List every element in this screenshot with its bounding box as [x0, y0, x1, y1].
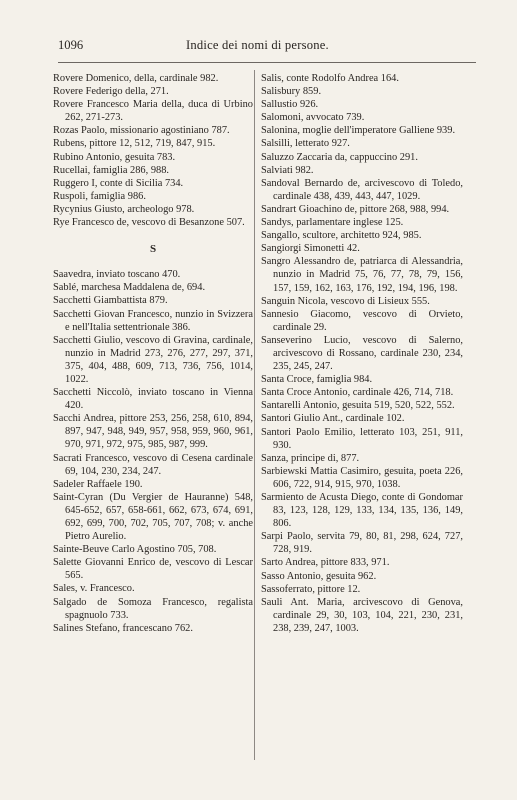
index-entry: Sadeler Raffaele 190. — [53, 478, 143, 490]
index-entry: Sanseverino Lucio, vescovo di Salerno, arcivescovo di Rossano, cardinale 230, 234, 235, 245, 247. — [261, 334, 463, 373]
index-entry: Rovere Domenico, della, cardinale 982. — [53, 73, 219, 84]
index-entry: Rozas Paolo, missionario agostiniano 787. — [53, 125, 230, 137]
index-entry: Saluzzo Zaccaria da, cappuccino 291. — [261, 151, 418, 163]
index-entry: Sauli Ant. Maria, arcivescovo di Genova, cardinale 29, 30, 103, 104, 221, 230, 231, 238, 239, 247, 1003. — [261, 596, 463, 634]
index-entry: Sallustio 926. — [261, 99, 319, 111]
index-entry: Rubino Antonio, gesuita 783. — [53, 151, 176, 163]
index-entry: Sainte-Beuve Carlo Agostino 705, 708. — [53, 544, 217, 556]
index-entry: Rucellai, famiglia 286, 988. — [53, 164, 170, 176]
index-entry: Salviati 982. — [261, 164, 314, 176]
page-header — [58, 38, 478, 54]
index-entry: Sablé, marchesa Maddalena de, 694. — [53, 282, 206, 294]
index-entry: Saint-Cyran (Du Vergier de Hauranne) 548, 645-652, 657, 658-661, 662, 673, 674, 691, 692, 699, 700, 702, 705, 707, 708; v. anche Pietro Aurelio. — [53, 491, 253, 543]
index-entry: Sandoval Bernardo de, arcivescovo di Toledo, cardinale 438, 439, 443, 447, 1029. — [261, 177, 463, 202]
index-entry: Santori Giulio Ant., cardinale 102. — [261, 413, 405, 425]
index-entry: Sangiorgi Simonetti 42. — [261, 243, 360, 255]
index-entry: Sassoferrato, pittore 12. — [261, 583, 361, 595]
right-column — [261, 72, 463, 635]
left-column — [53, 72, 253, 635]
index-entry: Santori Paolo Emilio, letterato 103, 251, 911, 930. — [261, 426, 463, 451]
index-entry: Sandys, parlamentare inglese 125. — [261, 217, 404, 229]
index-entry: Salomoni, avvocato 739. — [261, 112, 365, 124]
index-entry: Rye Francesco de, vescovo di Besanzone 507. — [53, 217, 245, 229]
index-entry: Sannesio Giacomo, vescovo di Orvieto, cardinale 29. — [261, 308, 463, 333]
column-divider — [254, 70, 255, 760]
section-letter: S — [149, 243, 157, 256]
index-entry: Sacchetti Giulio, vescovo di Gravina, cardinale, nunzio in Madrid 273, 276, 277, 297, 371, 375, 404, 488, 609, 713, 736, 756, 1014, 1022. — [53, 334, 253, 385]
left-entries-bottom — [53, 268, 253, 635]
index-entry: Rovere Federigo della, 271. — [53, 86, 169, 98]
index-entry: Salgado de Somoza Francesco, regalista spagnuolo 733. — [53, 596, 253, 621]
index-entry: Rubens, pittore 12, 512, 719, 847, 915. — [53, 138, 216, 150]
index-entry: Sacchetti Niccolò, inviato toscano in Vienna 420. — [53, 387, 253, 412]
index-entry: Sacchetti Giambattista 879. — [53, 295, 168, 307]
index-entry: Sarto Andrea, pittore 833, 971. — [261, 557, 390, 569]
index-entry: Sacrati Francesco, vescovo di Cesena cardinale 69, 104, 230, 234, 247. — [53, 452, 253, 477]
index-entry: Salette Giovanni Enrico de, vescovo di Lescar 565. — [53, 557, 253, 582]
index-entry: Santarelli Antonio, gesuita 519, 520, 522, 552. — [261, 400, 455, 412]
index-entry: Ruspoli, famiglia 986. — [53, 190, 146, 202]
index-entry: Salines Stefano, francescano 762. — [53, 622, 193, 634]
index-entry: Salsilli, letterato 927. — [261, 138, 350, 150]
index-entry: Salisbury 859. — [261, 86, 322, 98]
index-entry: Sangro Alessandro de, patriarca di Alessandria, nunzio in Madrid 75, 76, 77, 78, 79, 156, 157, 159, 162, 163, 176, 192, 194, 196, 198. — [261, 256, 463, 294]
index-entry: Sacchi Andrea, pittore 253, 256, 258, 610, 894, 897, 947, 948, 949, 957, 958, 959, 960, 961, 970, 971, 972, 975, 985, 987, 999. — [53, 413, 253, 451]
header-rule — [58, 62, 476, 63]
index-entry: Saavedra, inviato toscano 470. — [53, 269, 181, 281]
index-entry: Sasso Antonio, gesuita 962. — [261, 570, 377, 582]
index-entry: Ruggero I, conte di Sicilia 734. — [53, 177, 184, 189]
index-entry: Sanza, principe di, 877. — [261, 452, 360, 464]
index-entry: Rovere Francesco Maria della, duca di Urbino 262, 271-273. — [53, 99, 253, 124]
index-entry: Sarpi Paolo, servita 79, 80, 81, 298, 624, 727, 728, 919. — [261, 531, 463, 556]
index-entry: Sarmiento de Acusta Diego, conte di Gondomar 83, 123, 128, 129, 133, 134, 135, 136, 149, 806. — [261, 492, 463, 530]
running-title: Indice dei nomi di persone. — [186, 38, 329, 52]
left-entries-top — [53, 72, 253, 229]
index-entry: Sarbiewski Mattia Casimiro, gesuita, poeta 226, 606, 722, 914, 915, 970, 1038. — [261, 465, 463, 490]
index-entry: Salonina, moglie dell'imperatore Galliene 939. — [261, 125, 456, 137]
index-entry: Sanguin Nicola, vescovo di Lisieux 555. — [261, 295, 430, 307]
index-entry: Sacchetti Giovan Francesco, nunzio in Svizzera e nell'Italia settentrionale 386. — [53, 308, 253, 333]
index-entry: Salis, conte Rodolfo Andrea 164. — [261, 73, 399, 84]
page-number: 1096 — [58, 38, 84, 52]
index-entry: Santa Croce Antonio, cardinale 426, 714, 718. — [261, 387, 454, 399]
index-entry: Sales, v. Francesco. — [53, 583, 135, 595]
index-entry: Sandrart Gioachino de, pittore 268, 988, 994. — [261, 203, 450, 215]
right-entries — [261, 72, 463, 635]
index-entry: Santa Croce, famiglia 984. — [261, 374, 373, 386]
index-entry: Sangallo, scultore, architetto 924, 985. — [261, 230, 422, 242]
index-entry: Rycynius Giusto, archeologo 978. — [53, 203, 195, 215]
